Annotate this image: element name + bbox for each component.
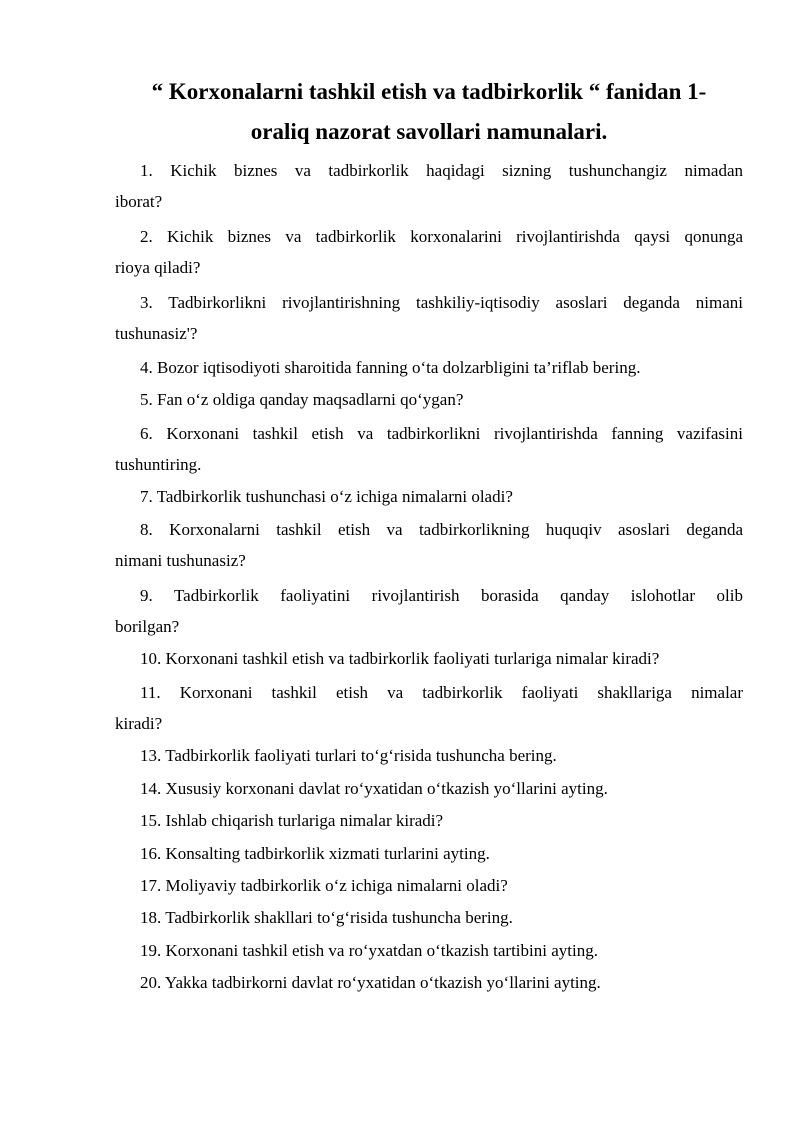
question-text: 8. Korxonalarni tashkil etish va tadbirkorlikning huquqiv asoslari deganda (140, 520, 743, 539)
question-3-continuation: tushunasiz'? (115, 324, 198, 343)
question-6-continuation: tushuntiring. (115, 455, 202, 474)
question-1-continuation: iborat? (115, 192, 163, 211)
question-19 (115, 940, 743, 962)
question-text: 2. Kichik biznes va tadbirkorlik korxonalarini rivojlantirishda qaysi qonunga (140, 227, 743, 246)
question-text: 3. Tadbirkorlikni rivojlantirishning tashkiliy-iqtisodiy asoslari deganda nimani (140, 293, 743, 312)
question-11 (115, 682, 743, 704)
question-text: 17. Moliyaviy tadbirkorlik o‘z ichiga nimalarni oladi? (140, 876, 508, 895)
question-text: 4. Bozor iqtisodiyoti sharoitida fanning o‘ta dolzarbligini ta’riflab bering. (140, 358, 641, 377)
question-9-continuation: borilgan? (115, 617, 180, 636)
question-text: 13. Tadbirkorlik faoliyati turlari to‘g‘risida tushuncha bering. (140, 746, 557, 765)
document-title-line-2: oraliq nazorat savollari namunalari. (250, 119, 608, 144)
question-1 (115, 160, 743, 182)
question-2 (115, 226, 743, 248)
question-13 (115, 745, 743, 767)
question-4 (115, 357, 743, 379)
question-3 (115, 292, 743, 314)
question-15 (115, 810, 743, 832)
question-text: 10. Korxonani tashkil etish va tadbirkorlik faoliyati turlariga nimalar kiradi? (140, 649, 660, 668)
question-text: 11. Korxonani tashkil etish va tadbirkorlik faoliyati shakllariga nimalar (140, 683, 743, 702)
question-8-continuation: nimani tushunasiz? (115, 551, 246, 570)
question-text: 20. Yakka tadbirkorni davlat ro‘yxatidan o‘tkazish yo‘llarini ayting. (140, 973, 601, 992)
question-text: 6. Korxonani tashkil etish va tadbirkorlikni rivojlantirishda fanning vazifasini (140, 424, 743, 443)
question-8 (115, 519, 743, 541)
question-text: 1. Kichik biznes va tadbirkorlik haqidagi sizning tushunchangiz nimadan (140, 161, 743, 180)
question-text: 5. Fan o‘z oldiga qanday maqsadlarni qo‘ygan? (140, 390, 464, 409)
question-2-continuation: rioya qiladi? (115, 258, 201, 277)
question-16 (115, 843, 743, 865)
question-text: 18. Tadbirkorlik shakllari to‘g‘risida tushuncha bering. (140, 908, 513, 927)
question-20 (115, 972, 743, 994)
question-9 (115, 585, 743, 607)
question-text: 14. Xususiy korxonani davlat ro‘yxatidan o‘tkazish yo‘llarini ayting. (140, 779, 608, 798)
question-10 (115, 648, 743, 670)
question-7 (115, 486, 743, 508)
question-text: 19. Korxonani tashkil etish va ro‘yxatdan o‘tkazish tartibini ayting. (140, 941, 598, 960)
question-14 (115, 778, 743, 800)
question-text: 7. Tadbirkorlik tushunchasi o‘z ichiga nimalarni oladi? (140, 487, 513, 506)
question-6 (115, 423, 743, 445)
question-text: 15. Ishlab chiqarish turlariga nimalar kiradi? (140, 811, 444, 830)
question-17 (115, 875, 743, 897)
question-5 (115, 389, 743, 411)
question-text: 16. Konsalting tadbirkorlik xizmati turlarini ayting. (140, 844, 490, 863)
question-11-continuation: kiradi? (115, 714, 163, 733)
question-text: 9. Tadbirkorlik faoliyatini rivojlantirish borasida qanday islohotlar olib (140, 586, 743, 605)
document-title-line-1: “ Korxonalarni tashkil etish va tadbirkorlik “ fanidan 1- (151, 79, 707, 104)
question-18 (115, 907, 743, 929)
